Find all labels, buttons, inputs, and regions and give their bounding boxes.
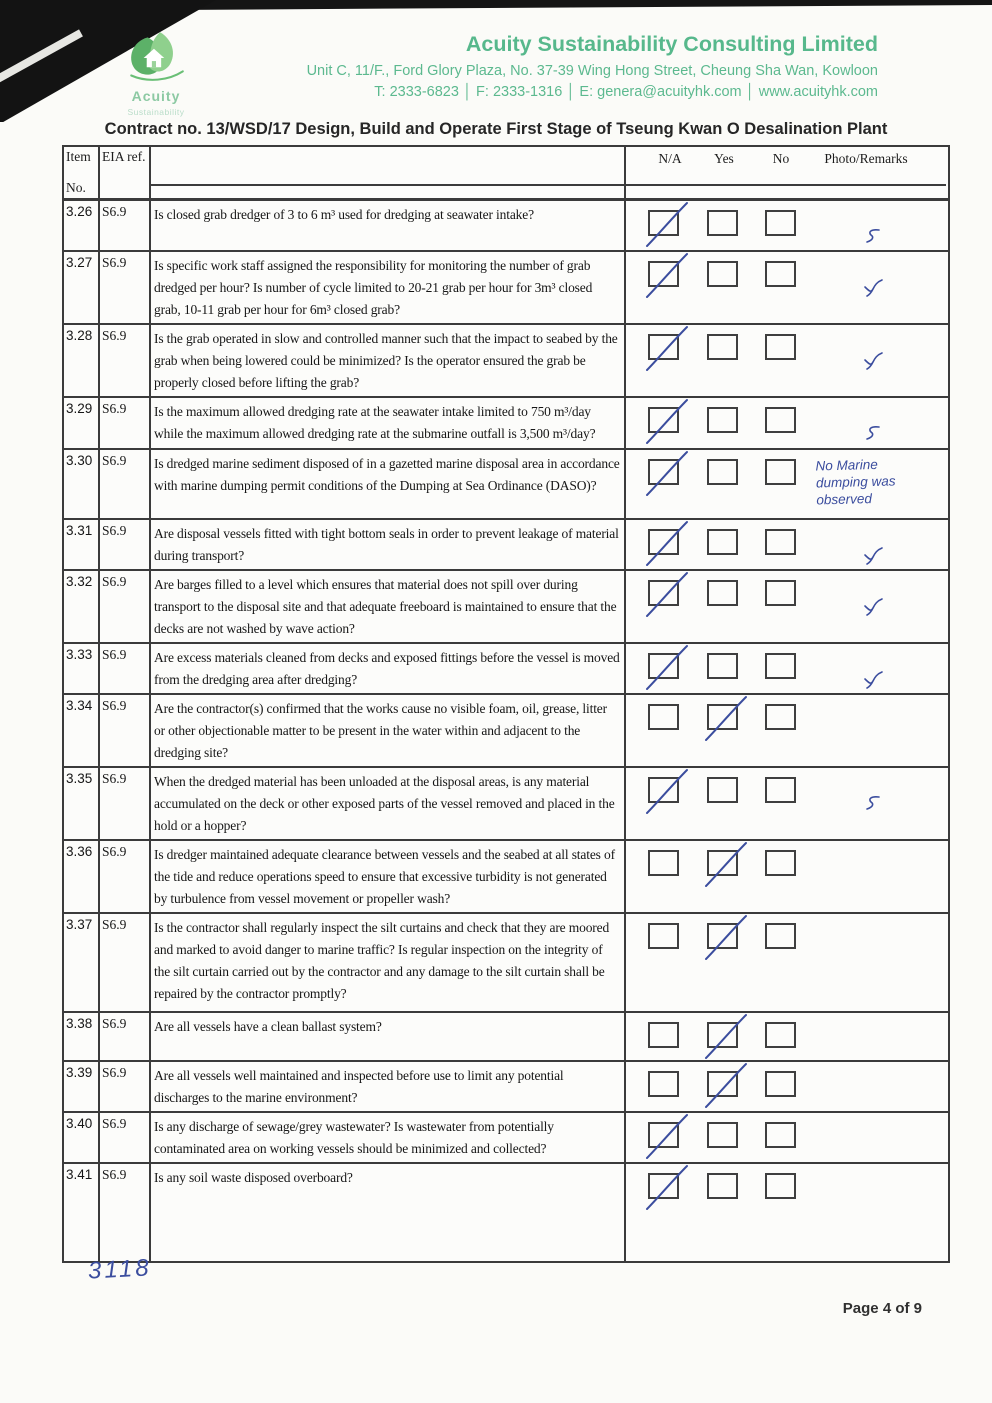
table-row [64,642,948,693]
col-header-no: No [772,151,790,166]
answer-cell [626,571,946,642]
pen-tick-mark [861,351,885,371]
checkbox-yes [707,1122,738,1148]
table-row [64,1111,948,1162]
eia-ref: S6.9 [100,695,151,766]
checkbox-yes [707,1022,738,1048]
table-body [64,201,948,1261]
checkbox-yes [707,1173,738,1199]
checkbox-na [648,529,679,555]
pen-slash-mark [641,520,693,568]
pen-slash-mark [641,201,693,249]
question-text: Are excess materials cleaned from decks and exposed fittings before the vessel is moved from the dredging area after dredging? [151,644,626,693]
pen-slash-mark [641,398,693,446]
table-row [64,693,948,766]
checkbox-na [648,1071,679,1097]
checklist-table [62,145,950,1263]
col-header-item: Item No. [64,147,100,198]
pen-squiggle-mark [863,794,883,812]
question-text: Is dredger maintained adequate clearance between vessels and the seabed at all states of the tide and reduce operations speed to ensure that excessive turbidity is not generated by turbulence from vessel movement or propeller wash? [151,841,626,912]
handwritten-remark-text: No Marine dumping was observed [815,456,896,508]
item-number: 3.27 [64,252,100,323]
table-row [64,323,948,396]
eia-ref: S6.9 [100,1013,151,1060]
remark [802,252,944,323]
remark [802,841,944,912]
remark [802,914,944,1011]
pen-slash-mark [641,768,693,816]
checkbox-na [648,210,679,236]
pen-slash-mark [641,252,693,300]
answer-cell [626,768,946,839]
checkbox-no [765,1022,796,1048]
remark [802,571,944,642]
table-header-row [64,147,948,201]
checkbox-na [648,334,679,360]
question-text: Is dredged marine sediment disposed of in a gazetted marine disposal area in accordance with marine dumping permit conditions of the Dumping at Sea Ordinance (DASO)? [151,450,626,518]
table-row [64,250,948,323]
col-header-na: N/A [658,151,682,166]
pen-slash-mark [641,644,693,692]
pen-slash-mark [700,841,752,889]
table-row [64,766,948,839]
checkbox-no [765,261,796,287]
checkbox-no [765,1071,796,1097]
checkbox-na [648,459,679,485]
checkbox-yes [707,1071,738,1097]
company-name: Acuity Sustainability Consulting Limited [465,32,878,56]
checkbox-no [765,459,796,485]
eia-ref: S6.9 [100,571,151,642]
answer-cell [626,252,946,323]
answer-cell [626,450,946,518]
eia-ref: S6.9 [100,768,151,839]
checkbox-yes [707,334,738,360]
company-logo [108,30,204,117]
checkbox-no [765,1173,796,1199]
item-number: 3.29 [64,398,100,448]
answer-cell [626,325,946,396]
remark [802,644,944,693]
checkbox-no [765,334,796,360]
item-number: 3.39 [64,1062,100,1111]
table-row [64,518,948,569]
question-text: Is the maximum allowed dredging rate at the seawater intake limited to 750 m³/day while the maximum allowed dredging rate at the submarine outfall is 3,500 m³/day? [151,398,626,448]
checkbox-na [648,1022,679,1048]
table-row [64,569,948,642]
checkbox-na [648,261,679,287]
remark [802,398,944,448]
col-header-yes: Yes [714,151,734,166]
answer-cell [626,398,946,448]
question-text: Is the contractor shall regularly inspect the silt curtains and check that they are moored and marked to avoid danger to marine traffic? Is regular inspection on the integrity of the silt curtain carried out by the contractor and any damage to the silt curtain shall be repaired by the contractor promptly? [151,914,626,1011]
letterhead [210,32,878,100]
answer-cell [626,520,946,569]
eia-ref: S6.9 [100,201,151,250]
remark [802,695,944,766]
checkbox-na [648,704,679,730]
eia-ref: S6.9 [100,520,151,569]
table-row [64,396,948,448]
answer-cell [626,914,946,1011]
pen-tick-mark [861,278,885,298]
checkbox-na [648,777,679,803]
col-header-remarks: Photo/Remarks [824,151,908,166]
question-text: Are barges filled to a level which ensures that material does not spill over during transport to the disposal site and that adequate freeboard is maintained to ensure that the decks are not washed by wave action? [151,571,626,642]
table-row [64,1162,948,1261]
checkbox-no [765,777,796,803]
item-number: 3.30 [64,450,100,518]
question-text: Is closed grab dredger of 3 to 6 m³ used for dredging at seawater intake? [151,201,626,250]
item-number: 3.37 [64,914,100,1011]
question-text: Are the contractor(s) confirmed that the works cause no visible foam, oil, grease, litter or other objectionable matter to be present in the water within and adjacent to the dredging site? [151,695,626,766]
eia-ref: S6.9 [100,1113,151,1162]
answer-cell [626,201,946,250]
eia-ref: S6.9 [100,1062,151,1111]
eia-ref: S6.9 [100,841,151,912]
checkbox-yes [707,529,738,555]
checkbox-no [765,407,796,433]
eia-ref: S6.9 [100,914,151,1011]
eia-ref: S6.9 [100,644,151,693]
eia-ref: S6.9 [100,398,151,448]
checkbox-yes [707,210,738,236]
table-row [64,839,948,912]
question-text: Is the grab operated in slow and controlled manner such that the impact to seabed by the grab when being lowered could be minimized? Is the operator ensured the grab be properly closed before lifting the grab? [151,325,626,396]
item-number: 3.41 [64,1164,100,1261]
checkbox-yes [707,407,738,433]
checkbox-yes [707,580,738,606]
item-number: 3.32 [64,571,100,642]
remark [802,1113,944,1162]
pen-slash-mark [700,1062,752,1110]
page-number: Page 4 of 9 [842,1300,922,1317]
table-row [64,201,948,250]
table-row [64,912,948,1011]
checkbox-yes [707,459,738,485]
question-text: Are all vessels well maintained and inspected before use to limit any potential discharges to the marine environment? [151,1062,626,1111]
item-number: 3.33 [64,644,100,693]
document-title: Contract no. 13/WSD/17 Design, Build and Operate First Stage of Tseung Kwan O Desalination Plant [104,120,888,138]
question-text: When the dredged material has been unloaded at the disposal areas, is any material accumulated on the deck or other exposed parts of the vessel removed and placed in the hold or a hopper? [151,768,626,839]
checkbox-no [765,704,796,730]
remark [802,520,944,569]
pen-squiggle-mark [863,424,883,442]
col-header-question [151,147,626,198]
pen-squiggle-mark [863,227,883,245]
item-number: 3.28 [64,325,100,396]
handwritten-number: 3118 [87,1254,153,1285]
item-number: 3.35 [64,768,100,839]
item-number: 3.31 [64,520,100,569]
pen-slash-mark [641,571,693,619]
item-number: 3.38 [64,1013,100,1060]
item-number: 3.40 [64,1113,100,1162]
checkbox-no [765,580,796,606]
eia-ref: S6.9 [100,325,151,396]
checkbox-yes [707,704,738,730]
remark [802,1013,944,1060]
company-contact: T: 2333-6823 │ F: 2333-1316 │ E: genera@acuityhk.com │ www.acuityhk.com [374,84,878,100]
pen-slash-mark [641,1113,693,1161]
item-number: 3.26 [64,201,100,250]
question-text: Is any discharge of sewage/grey wastewater? Is wastewater from potentially contaminated area on working vessels should be minimized and collected? [151,1113,626,1162]
checkbox-yes [707,923,738,949]
checkbox-na [648,1173,679,1199]
logo-wordmark: Acuity [131,88,181,104]
checkbox-no [765,1122,796,1148]
answer-cell [626,1062,946,1111]
pen-slash-mark [700,695,752,743]
pen-slash-mark [700,914,752,962]
col-header-answers [626,147,946,198]
checkbox-yes [707,261,738,287]
answer-cell [626,1164,946,1261]
question-text: Is specific work staff assigned the responsibility for monitoring the number of grab dredged per hour? Is number of cycle limited to 20-21 grab per hour for 3m³ closed grab, 10-11 grab per hour for 6m³ closed grab? [151,252,626,323]
eia-ref: S6.9 [100,450,151,518]
question-text: Are disposal vessels fitted with tight bottom seals in order to prevent leakage of material during transport? [151,520,626,569]
remark [802,325,944,396]
checkbox-na [648,1122,679,1148]
checkbox-na [648,653,679,679]
checkbox-no [765,529,796,555]
question-text: Are all vessels have a clean ballast system? [151,1013,626,1060]
answer-cell [626,1013,946,1060]
answer-cell [626,841,946,912]
pen-tick-mark [861,597,885,617]
eia-ref: S6.9 [100,252,151,323]
remark [802,1164,944,1261]
pen-tick-mark [861,546,885,566]
checkbox-no [765,923,796,949]
item-number: 3.36 [64,841,100,912]
answer-cell [626,695,946,766]
pen-slash-mark [700,1013,752,1061]
checkbox-na [648,407,679,433]
remark [802,768,944,839]
table-row [64,1060,948,1111]
remark [801,448,945,520]
eia-ref: S6.9 [100,1164,151,1261]
checkbox-no [765,210,796,236]
checkbox-yes [707,850,738,876]
pen-tick-mark [861,670,885,690]
remark [802,201,944,250]
checkbox-yes [707,777,738,803]
remark [802,1062,944,1111]
logo-sub-wordmark: Sustainability [127,107,185,117]
pen-slash-mark [641,325,693,373]
checkbox-no [765,653,796,679]
table-row [64,448,948,518]
checkbox-na [648,580,679,606]
leaf-house-icon [123,30,189,88]
checkbox-yes [707,653,738,679]
answer-cell [626,644,946,693]
question-text: Is any soil waste disposed overboard? [151,1164,626,1261]
checkbox-na [648,923,679,949]
col-header-eia: EIA ref. [100,147,151,198]
answer-cell [626,1113,946,1162]
table-row [64,1011,948,1060]
checkbox-na [648,850,679,876]
company-address: Unit C, 11/F., Ford Glory Plaza, No. 37-39 Wing Hong Street, Cheung Sha Wan, Kowloon [306,63,878,79]
checkbox-no [765,850,796,876]
pen-slash-mark [641,450,693,498]
item-number: 3.34 [64,695,100,766]
pen-slash-mark [641,1164,693,1212]
